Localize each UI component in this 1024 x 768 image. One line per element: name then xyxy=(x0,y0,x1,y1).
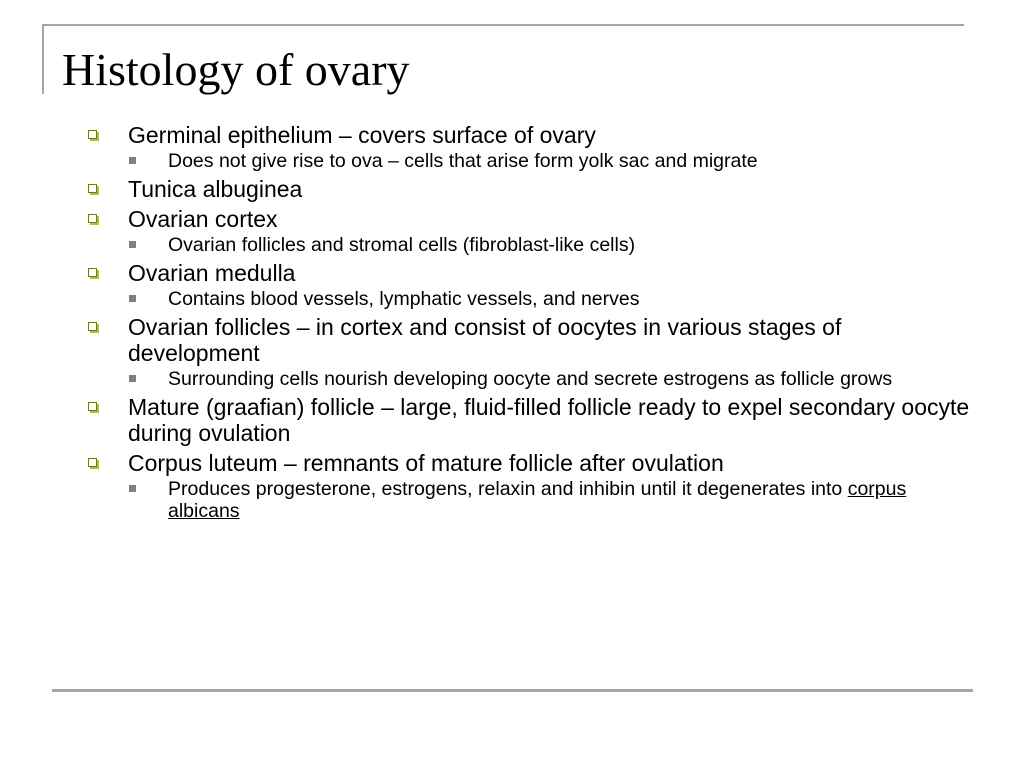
filled-square-bullet-icon xyxy=(129,478,168,492)
filled-square-bullet-icon xyxy=(129,150,168,164)
filled-square-bullet-icon xyxy=(129,288,168,302)
sub-bullet-text-lead: Produces progesterone, estrogens, relaxin and inhibin until it degenerates into xyxy=(168,478,848,500)
outlined-square-bullet-icon xyxy=(88,206,128,223)
bullet-ovarian-medulla xyxy=(88,260,973,286)
sub-bullet-text: Surrounding cells nourish developing oocyte and secrete estrogens as follicle grows xyxy=(168,368,893,390)
bullet-tunica-albuginea xyxy=(88,176,973,202)
bullet-text: Germinal epithelium – covers surface of ovary xyxy=(128,122,596,148)
bullet-text: Tunica albuginea xyxy=(128,176,303,202)
outlined-square-bullet-icon xyxy=(88,450,128,467)
bullet-text: Ovarian medulla xyxy=(128,260,296,286)
bullet-text: Mature (graafian) follicle – large, fluid-filled follicle ready to expel secondary oocyte during ovulation xyxy=(128,394,970,446)
frame-left-rule xyxy=(42,24,44,94)
sub-bullet-ovarian-medulla xyxy=(88,288,973,310)
bullet-corpus-luteum xyxy=(88,450,973,476)
sub-bullet-text: Contains blood vessels, lymphatic vessels, and nerves xyxy=(168,288,640,310)
sub-bullet-germinal-epithelium xyxy=(88,150,973,172)
filled-square-bullet-icon xyxy=(129,368,168,382)
bullet-text: Ovarian follicles – in cortex and consist of oocytes in various stages of development xyxy=(128,314,842,366)
slide-title: Histology of ovary xyxy=(62,44,410,95)
corpus-albicans-link[interactable]: corpus albicans xyxy=(168,478,907,522)
sub-bullet-ovarian-cortex xyxy=(88,234,973,256)
bullet-germinal-epithelium xyxy=(88,122,973,148)
outlined-square-bullet-icon xyxy=(88,260,128,277)
bullet-ovarian-cortex xyxy=(88,206,973,232)
sub-bullet-ovarian-follicles xyxy=(88,368,973,390)
outlined-square-bullet-icon xyxy=(88,176,128,193)
outlined-square-bullet-icon xyxy=(88,122,128,139)
sub-bullet-text xyxy=(168,478,973,522)
bullet-text: Ovarian cortex xyxy=(128,206,278,232)
sub-bullet-text: Ovarian follicles and stromal cells (fibroblast-like cells) xyxy=(168,234,636,256)
bullet-ovarian-follicles xyxy=(88,314,973,366)
outlined-square-bullet-icon xyxy=(88,394,128,411)
sub-bullet-text: Does not give rise to ova – cells that arise form yolk sac and migrate xyxy=(168,150,758,172)
filled-square-bullet-icon xyxy=(129,234,168,248)
frame-bottom-rule xyxy=(52,689,973,692)
frame-top-rule xyxy=(42,24,964,26)
bullet-mature-follicle xyxy=(88,394,973,446)
bullet-text: Corpus luteum – remnants of mature follicle after ovulation xyxy=(128,450,724,476)
outlined-square-bullet-icon xyxy=(88,314,128,331)
bullet-list xyxy=(88,122,973,522)
sub-bullet-corpus-luteum xyxy=(88,478,973,522)
